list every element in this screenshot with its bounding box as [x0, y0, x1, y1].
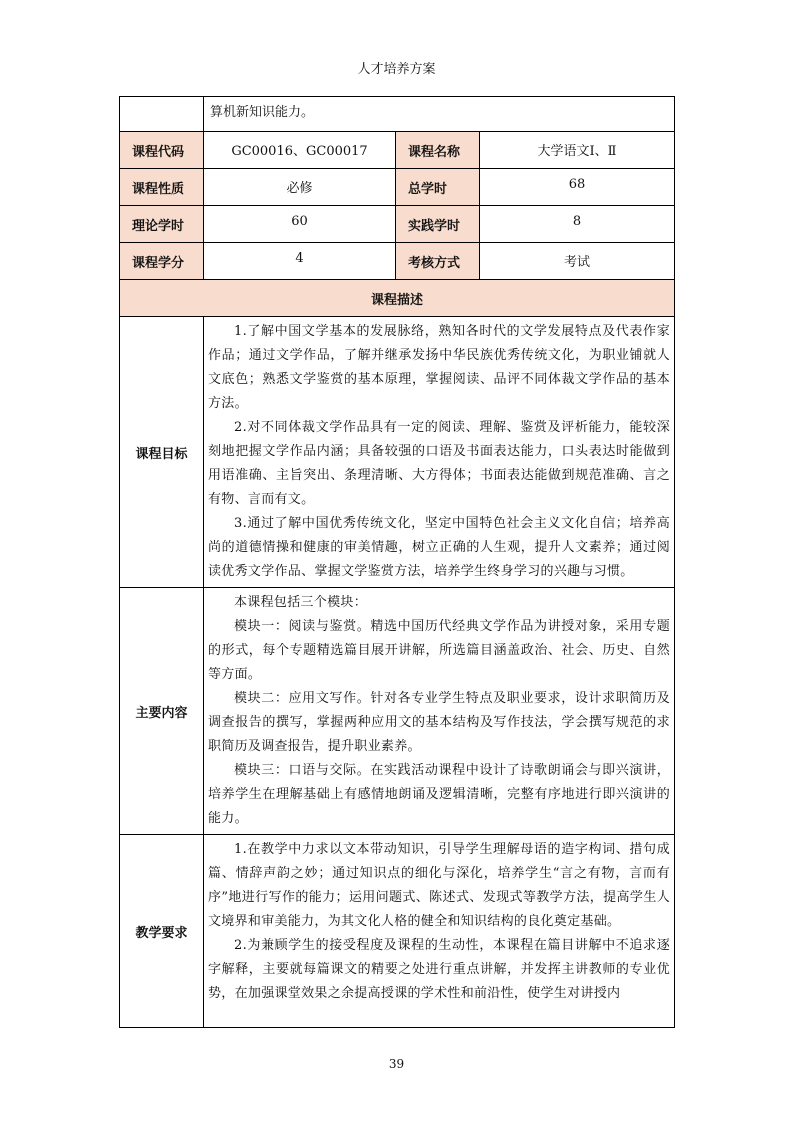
requirements-body [204, 835, 675, 1028]
page-header: 人才培养方案 [357, 62, 436, 77]
assessment-label: 考核方式 [396, 243, 480, 280]
course-name-value: 大学语文Ⅰ、Ⅱ [480, 132, 675, 169]
description-header: 课程描述 [120, 280, 675, 317]
assessment-value: 考试 [480, 243, 675, 280]
total-hours-value: 68 [480, 169, 675, 206]
objectives-label: 课程目标 [120, 317, 204, 588]
objectives-paragraph: 3.通过了解中国优秀传统文化，坚定中国特色社会主义文化自信；培养高尚的道德情操和健康的审美情趣，树立正确的人生观，提升人文素养；通过阅读优秀文学作品、掌握文学鉴赏方法，培养学生终身学习的兴趣与习惯。 [208, 516, 671, 579]
objectives-paragraph: 1.了解中国文学基本的发展脉络，熟知各时代的文学发展特点及代表作家作品；通过文学作品，了解并继承发扬中华民族优秀传统文化，为职业铺就人文底色；熟悉文学鉴赏的基本原理，掌握阅读、品评不同体裁文学作品的基本方法。 [208, 324, 671, 411]
content-label: 主要内容 [120, 588, 204, 835]
course-code-label: 课程代码 [120, 132, 204, 169]
content-paragraph: 模块三：口语与交际。在实践活动课程中设计了诗歌朗诵会与即兴演讲，培养学生在理解基础上有感情地朗诵及逻辑清晰，完整有序地进行即兴演讲的能力。 [208, 763, 671, 826]
content-paragraph: 模块一：阅读与鉴赏。精选中国历代经典文学作品为讲授对象，采用专题的形式，每个专题精选篇目展开讲解，所选篇目涵盖政治、社会、历史、自然等方面。 [208, 619, 671, 682]
objectives-paragraph: 2.对不同体裁文学作品具有一定的阅读、理解、鉴赏及评析能力，能较深刻地把握文学作品内涵；具备较强的口语及书面表达能力，口头表达时能做到用语准确、主旨突出、条理清晰、大方得体；书面表达能做到规范准确、言之有物、言而有文。 [208, 420, 671, 507]
total-hours-label: 总学时 [396, 169, 480, 206]
content-paragraph: 模块二：应用文写作。针对各专业学生特点及职业要求，设计求职简历及调查报告的撰写，掌握两种应用文的基本结构及写作技法，学会撰写规范的求职简历及调查报告，提升职业素养。 [208, 691, 671, 754]
requirements-paragraph: 2.为兼顾学生的接受程度及课程的生动性，本课程在篇目讲解中不追求逐字解释，主要就每篇课文的精要之处进行重点讲解，并发挥主讲教师的专业优势，在加强课堂效果之余提高授课的学术性和前沿性，使学生对讲授内 [208, 938, 671, 1001]
continuation-text: 算机新知识能力。 [210, 105, 315, 120]
practice-hours-label: 实践学时 [396, 206, 480, 243]
course-name-label: 课程名称 [396, 132, 480, 169]
content-paragraph: 本课程包括三个模块： [234, 595, 368, 610]
page-number: 39 [388, 1057, 405, 1071]
theory-hours-value: 60 [204, 206, 396, 243]
practice-hours-value: 8 [480, 206, 675, 243]
credits-value: 4 [204, 243, 396, 280]
theory-hours-label: 理论学时 [120, 206, 204, 243]
objectives-body [204, 317, 675, 588]
credits-label: 课程学分 [120, 243, 204, 280]
course-code-value: GC00016、GC00017 [204, 132, 396, 169]
course-table [119, 96, 675, 1028]
continuation-cell [204, 97, 675, 132]
requirements-label: 教学要求 [120, 835, 204, 1028]
continuation-left-cell [120, 97, 204, 132]
requirements-paragraph: 1.在教学中力求以文本带动知识，引导学生理解母语的造字构词、措句成篇、情辞声韵之妙；通过知识点的细化与深化，培养学生“言之有物，言而有序”地进行写作的能力；运用问题式、陈述式、发现式等教学方法，提高学生人文境界和审美能力，为其文化人格的健全和知识结构的良化奠定基础。 [208, 842, 671, 929]
nature-label: 课程性质 [120, 169, 204, 206]
nature-value: 必修 [204, 169, 396, 206]
content-body [204, 588, 675, 835]
